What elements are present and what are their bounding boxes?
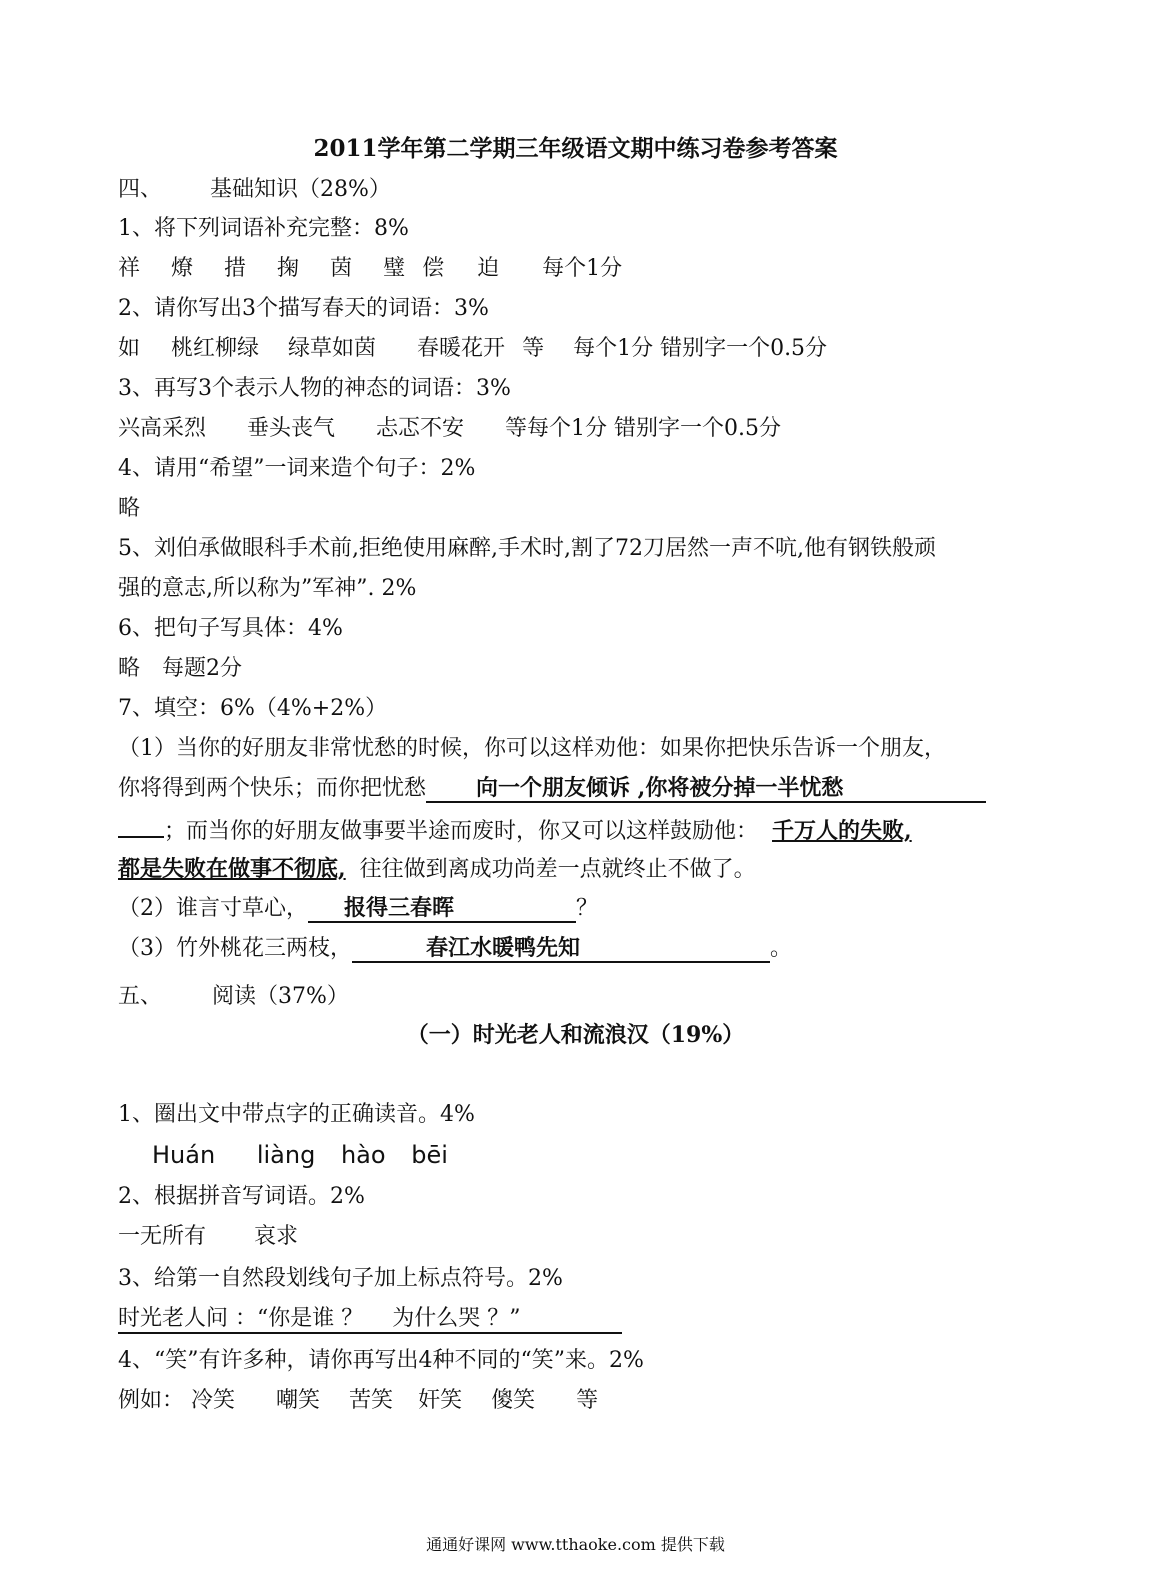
reading-question-1: 1、圈出文中带点字的正确读音。4% — [118, 1102, 475, 1127]
pinyin-item: Huán — [152, 1141, 216, 1169]
question-7-part-3 — [118, 934, 792, 964]
section-five-heading: 阅读（37%） — [212, 984, 349, 1009]
answer-blank-2a: 千万人的失败, — [772, 818, 912, 844]
question-7-part-1-line-1: （1）当你的好朋友非常忧愁的时候，你可以这样劝他：如果你把快乐告诉一个朋友， — [118, 736, 946, 761]
answer-2-prefix: 如 — [118, 336, 141, 361]
section-four-label: 四、 — [118, 177, 163, 202]
answer-word: 哀求 — [254, 1224, 299, 1249]
punctuated-sentence: 时光老人问 ：“你是谁 ？ 为什么哭 ？” — [118, 1306, 622, 1334]
answer-6-score: 每题2分 — [162, 656, 243, 681]
answer-blank-1: 向一个朋友倾诉 ,你将被分掉一半忧愁 — [426, 775, 986, 803]
answer-blank-2b: 都是失败在做事不彻底, — [118, 856, 346, 882]
answer-etc: 等 — [576, 1388, 599, 1413]
pinyin-item: liàng — [256, 1141, 316, 1169]
answer-2-etc: 等 — [522, 336, 545, 361]
answer-1-word: 璧 — [383, 256, 406, 281]
answer-2 — [118, 334, 827, 364]
prompt-text: 往往做到离成功尚差一点就终止不做了。 — [359, 857, 756, 882]
section-four-heading: 基础知识（28%） — [210, 177, 391, 202]
answer-blank-3: 报得三春晖 — [308, 895, 576, 923]
answer-word: 冷笑 — [191, 1388, 236, 1413]
poem-punctuation: ？ — [576, 896, 599, 921]
question-2: 2、请你写出3个描写春天的词语：3% — [118, 296, 489, 321]
reading-question-2: 2、根据拼音写词语。2% — [118, 1184, 365, 1209]
answer-word: 嘲笑 — [276, 1388, 321, 1413]
answer-3-word: 垂头丧气 — [247, 416, 336, 441]
prompt-text: 你将得到两个快乐；而你把忧愁 — [118, 776, 427, 801]
pinyin-item: hào — [340, 1141, 386, 1169]
answer-1-word: 祥 — [118, 256, 141, 281]
question-7-part-1-line-4 — [118, 854, 756, 885]
answer-3-word: 忐忑不安 — [376, 416, 465, 441]
question-3: 3、再写3个表示人物的神态的词语：3% — [118, 376, 511, 401]
answer-1-word: 掬 — [277, 256, 300, 281]
question-6: 6、把句子写具体：4% — [118, 616, 343, 641]
answer-2-word: 春暖花开 — [417, 336, 506, 361]
answer-1-word: 措 — [224, 256, 247, 281]
reading-title: （一）时光老人和流浪汉（19%） — [406, 1022, 745, 1048]
pinyin-item: bēi — [411, 1141, 448, 1169]
question-5-line-2: 强的意志,所以称为”军神”. 2% — [118, 576, 417, 601]
answer-2-word: 桃红柳绿 — [171, 336, 260, 361]
answer-1-score: 每个1分 — [542, 256, 623, 281]
question-7: 7、填空：6%（4%+2%） — [118, 696, 388, 721]
answer-word: 奸笑 — [418, 1388, 463, 1413]
reading-answer-1 — [152, 1140, 448, 1170]
question-7-part-2 — [118, 894, 598, 924]
section-five-header — [118, 982, 349, 1012]
answer-1-word: 偿 — [422, 256, 445, 281]
section-four-header — [118, 175, 391, 205]
question-5-line-1: 5、刘伯承做眼科手术前,拒绝使用麻醉,手术时,割了72刀居然一声不吭,他有钢铁般顽 — [118, 536, 936, 561]
question-4: 4、请用“希望”一词来造个句子：2% — [118, 456, 476, 481]
reading-question-3: 3、给第一自然段划线句子加上标点符号。2% — [118, 1266, 563, 1291]
answer-word: 苦笑 — [349, 1388, 394, 1413]
page-footer: 通通好课网 www.tthaoke.com 提供下载 — [426, 1535, 725, 1554]
reading-answer-2 — [118, 1222, 298, 1252]
answer-3 — [118, 414, 781, 444]
answer-word: 一无所有 — [118, 1224, 207, 1249]
reading-answer-3 — [118, 1304, 622, 1334]
answer-1-word: 茵 — [330, 256, 353, 281]
answer-3-score: 等每个1分 错别字一个0.5分 — [505, 416, 782, 441]
answer-prefix: 例如： — [118, 1388, 185, 1413]
question-7-part-1-line-2 — [118, 774, 986, 804]
reading-answer-4 — [118, 1386, 598, 1416]
question-1: 1、将下列词语补充完整：8% — [118, 216, 409, 241]
answer-3-word: 兴高采烈 — [118, 416, 207, 441]
answer-2-score: 每个1分 错别字一个0.5分 — [573, 336, 828, 361]
section-five-label: 五、 — [118, 984, 163, 1009]
poem-prompt: （2）谁言寸草心， — [118, 896, 308, 921]
answer-6-text: 略 — [118, 656, 141, 681]
poem-prompt: （3）竹外桃花三两枝， — [118, 936, 352, 961]
answer-2-word: 绿草如茵 — [288, 336, 377, 361]
answer-blank-1-continued — [118, 814, 164, 838]
answer-1-word: 燎 — [171, 256, 194, 281]
poem-punctuation: 。 — [770, 936, 793, 961]
answer-1 — [118, 254, 622, 284]
answer-6 — [118, 654, 242, 684]
reading-question-4: 4、“笑”有许多种，请你再写出4种不同的“笑”来。2% — [118, 1348, 644, 1373]
prompt-text: ；而当你的好朋友做事要半途而废时，你又可以这样鼓励他： — [164, 819, 759, 844]
answer-1-word: 迫 — [477, 256, 500, 281]
page-title: 2011学年第二学期三年级语文期中练习卷参考答案 — [313, 135, 838, 162]
answer-4: 略 — [118, 496, 141, 521]
answer-word: 傻笑 — [491, 1388, 536, 1413]
question-7-part-1-line-3 — [118, 814, 912, 847]
answer-blank-4: 春江水暖鸭先知 — [352, 935, 770, 963]
